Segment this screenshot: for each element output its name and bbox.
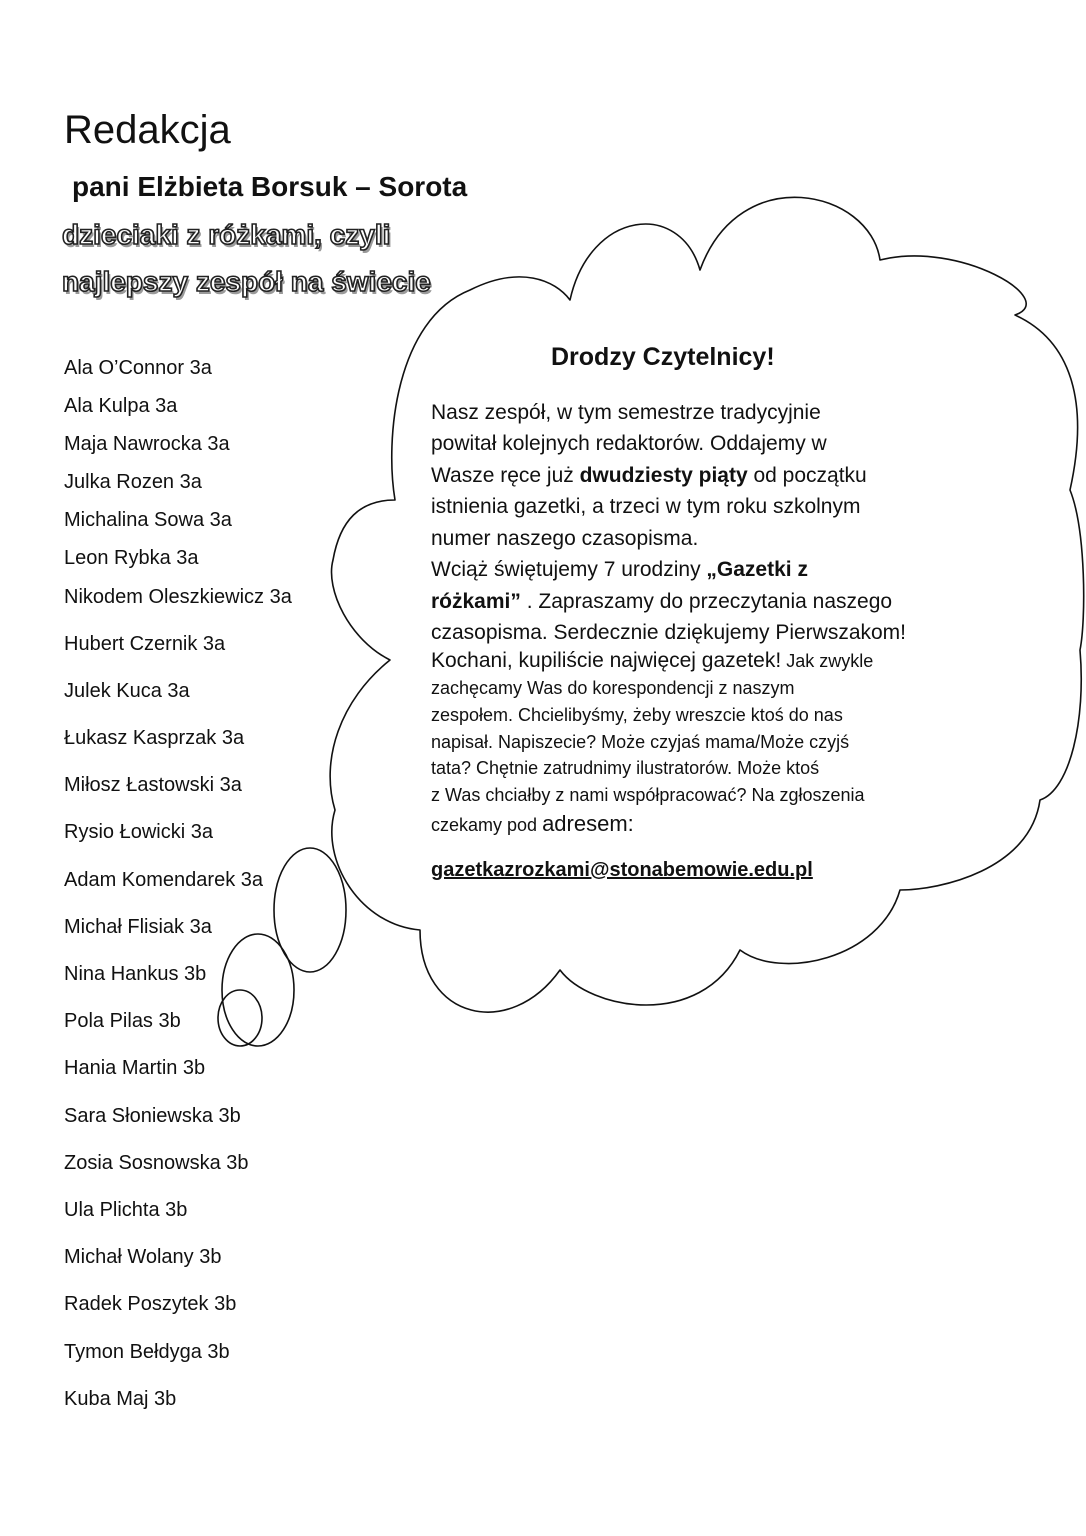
team-tagline-line-2: najlepszy zespół na świecie bbox=[62, 266, 431, 297]
member-item: Julka Rozen 3a bbox=[64, 471, 202, 493]
email-link[interactable]: gazetkazrozkami@stonabemowie.edu.pl bbox=[431, 859, 813, 881]
thought-bubble-medium bbox=[222, 934, 294, 1046]
member-item: Ula Plichta 3b bbox=[64, 1199, 188, 1221]
magazine-name: różkami” bbox=[431, 590, 521, 613]
letter-text: adresem: bbox=[542, 811, 634, 836]
letter-line bbox=[431, 465, 867, 486]
member-item: Miłosz Łastowski 3a bbox=[64, 774, 242, 796]
member-item: Rysio Łowicki 3a bbox=[64, 821, 213, 843]
letter-line bbox=[431, 591, 892, 612]
member-item: Maja Nawrocka 3a bbox=[64, 433, 230, 455]
member-item: Michalina Sowa 3a bbox=[64, 509, 232, 531]
member-item: Hania Martin 3b bbox=[64, 1057, 206, 1079]
letter-line: Nasz zespół, w tym semestrze tradycyjnie bbox=[431, 401, 821, 424]
member-item: Adam Komendarek 3a bbox=[64, 869, 264, 891]
member-item: Julek Kuca 3a bbox=[64, 680, 190, 702]
member-item: Łukasz Kasprzak 3a bbox=[64, 727, 245, 749]
letter-text: czekamy pod bbox=[431, 815, 543, 835]
member-item: Pola Pilas 3b bbox=[64, 1010, 181, 1032]
letter-line: numer naszego czasopisma. bbox=[431, 527, 699, 550]
letter-text: Wciąż świętujemy 7 urodziny bbox=[431, 558, 707, 581]
member-item: Michał Flisiak 3a bbox=[64, 916, 212, 938]
letter-text: od początku bbox=[747, 464, 867, 487]
member-item: Leon Rybka 3a bbox=[64, 547, 199, 569]
magazine-name: „Gazetki z bbox=[706, 558, 808, 581]
letter-line: istnienia gazetki, a trzeci w tym roku szkolnym bbox=[431, 495, 861, 518]
member-item: Kuba Maj 3b bbox=[64, 1388, 177, 1410]
member-item: Sara Słoniewska 3b bbox=[64, 1105, 241, 1127]
letter-line: z Was chciałby z nami współpracować? Na zgłoszenia bbox=[431, 785, 865, 805]
letter-line bbox=[431, 559, 808, 580]
letter-text: . Zapraszamy do przeczytania naszego bbox=[520, 590, 893, 613]
member-item: Ala Kulpa 3a bbox=[64, 395, 178, 417]
editor-name: pani Elżbieta Borsuk – Sorota bbox=[72, 171, 468, 202]
page-title: Redakcja bbox=[64, 108, 231, 152]
team-tagline-line-1: dzieciaki z różkami, czyli bbox=[62, 219, 391, 250]
letter-line: zachęcamy Was do korespondencji z naszym bbox=[431, 678, 795, 698]
letter-line bbox=[431, 650, 873, 671]
member-item: Nikodem Oleszkiewicz 3a bbox=[64, 586, 292, 608]
member-item: Tymon Bełdyga 3b bbox=[64, 1341, 230, 1363]
letter-line: tata? Chętnie zatrudnimy ilustratorów. Może ktoś bbox=[431, 758, 820, 778]
member-item: Michał Wolany 3b bbox=[64, 1246, 222, 1268]
member-item: Nina Hankus 3b bbox=[64, 963, 207, 985]
edition-number: dwudziesty piąty bbox=[579, 464, 748, 487]
letter-line: powitał kolejnych redaktorów. Oddajemy w bbox=[431, 432, 827, 455]
letter-line: zespołem. Chcielibyśmy, żeby wreszcie ktoś do nas bbox=[431, 705, 843, 725]
letter-line: napisał. Napiszecie? Może czyjaś mama/Może czyjś bbox=[431, 732, 850, 752]
member-item: Zosia Sosnowska 3b bbox=[64, 1152, 249, 1174]
letter-text: Jak zwykle bbox=[781, 651, 874, 671]
email-line bbox=[431, 860, 813, 880]
member-item: Ala O’Connor 3a bbox=[64, 357, 212, 379]
member-item: Radek Poszytek 3b bbox=[64, 1293, 237, 1315]
letter-text: Kochani, kupiliście najwięcej gazetek! bbox=[431, 649, 782, 672]
letter-line: czasopisma. Serdecznie dziękujemy Pierwszakom! bbox=[431, 621, 907, 644]
member-item: Hubert Czernik 3a bbox=[64, 633, 226, 655]
letter-line bbox=[431, 813, 634, 835]
letter-text: Wasze ręce już bbox=[431, 464, 580, 487]
letter-title: Drodzy Czytelnicy! bbox=[551, 343, 775, 371]
